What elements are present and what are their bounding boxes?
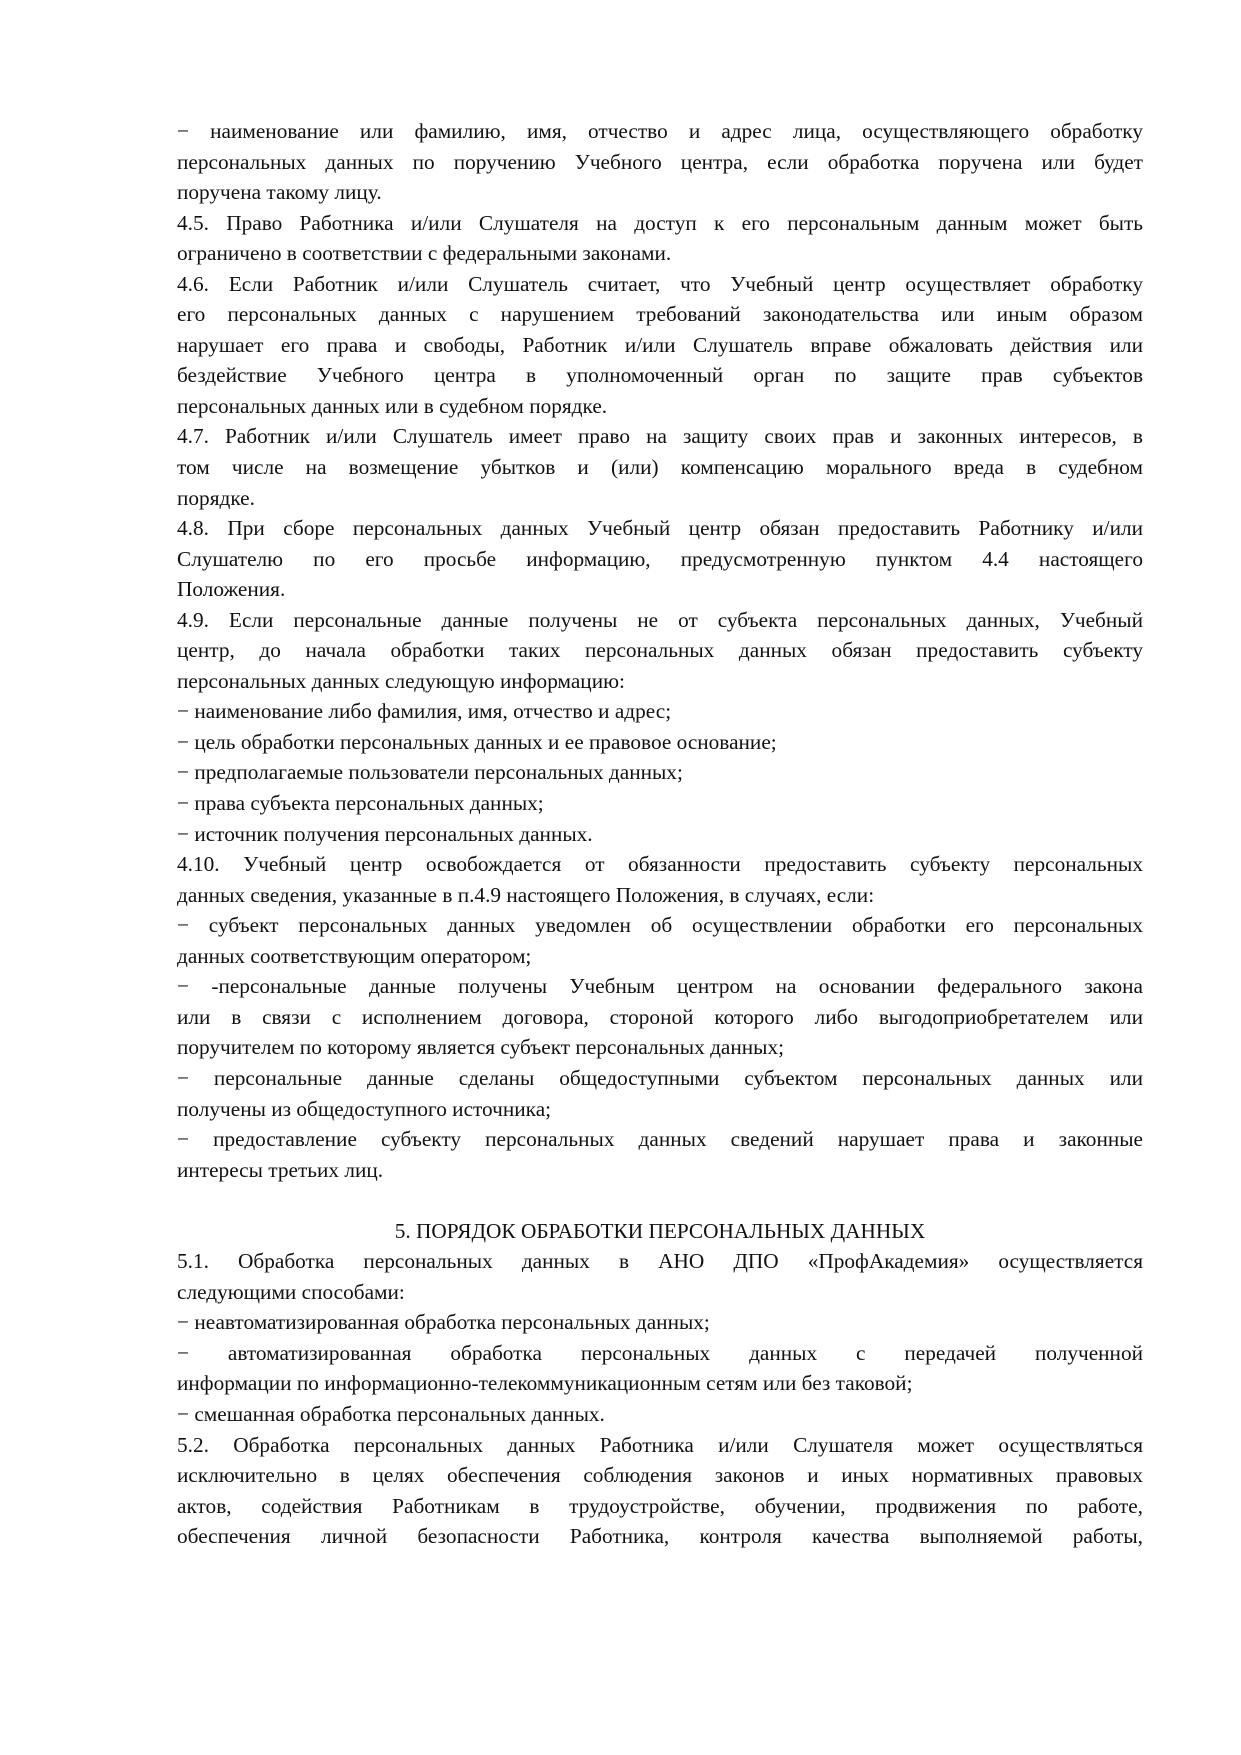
text-line: персональных данных следующую информацию: bbox=[177, 668, 625, 693]
paragraph-item-5-1-a bbox=[177, 1307, 1143, 1338]
text-line: 5.1. Обработка персональных данных в АНО ДПО «ПрофАкадемия» осуществляется bbox=[177, 1249, 1143, 1274]
text-line: его персональных данных с нарушением требований законодательства или иным образом bbox=[177, 302, 1143, 327]
paragraph-item-4-5 bbox=[177, 208, 1143, 269]
paragraph-item-4-8 bbox=[177, 513, 1143, 605]
text-line: центр, до начала обработки таких персональных данных обязан предоставить субъекту bbox=[177, 638, 1143, 663]
text-line: 4.10. Учебный центр освобождается от обязанности предоставить субъекту персональных bbox=[177, 852, 1143, 877]
text-line: 5.2. Обработка персональных данных Работника и/или Слушателя может осуществляться bbox=[177, 1432, 1143, 1457]
paragraph-item-4-4-tail bbox=[177, 116, 1143, 208]
text-line: 4.7. Работник и/или Слушатель имеет право на защиту своих прав и законных интересов, в bbox=[177, 424, 1143, 449]
text-line: данных соответствующим оператором; bbox=[177, 943, 532, 968]
text-line: интересы третьих лиц. bbox=[177, 1157, 384, 1182]
text-line: исключительно в целях обеспечения соблюдения законов и иных нормативных правовых bbox=[177, 1463, 1143, 1488]
text-line: − предполагаемые пользователи персональных данных; bbox=[177, 760, 683, 785]
section-heading: 5. ПОРЯДОК ОБРАБОТКИ ПЕРСОНАЛЬНЫХ ДАННЫХ bbox=[394, 1218, 926, 1243]
paragraph-item-4-6 bbox=[177, 269, 1143, 422]
paragraph-item-5-1-c bbox=[177, 1399, 1143, 1430]
text-line: информации по информационно-телекоммуникационным сетям или без таковой; bbox=[177, 1371, 913, 1396]
text-line: − неавтоматизированная обработка персональных данных; bbox=[177, 1310, 710, 1335]
paragraph-item-4-9-d bbox=[177, 788, 1143, 819]
text-line: ограничено в соответствии с федеральными законами. bbox=[177, 241, 672, 266]
text-line: Положения. bbox=[177, 577, 286, 602]
text-line: − субъект персональных данных уведомлен об осуществлении обработки его персональных bbox=[177, 913, 1143, 938]
paragraph-item-4-10-d bbox=[177, 1124, 1143, 1185]
paragraph-item-4-9-c bbox=[177, 757, 1143, 788]
paragraph-item-5-2 bbox=[177, 1430, 1143, 1552]
paragraph-item-4-10-b bbox=[177, 971, 1143, 1063]
paragraph-item-4-7 bbox=[177, 421, 1143, 513]
text-line: персональных данных по поручению Учебного центра, если обработка поручена или будет bbox=[177, 149, 1143, 174]
text-line: том числе на возмещение убытков и (или) компенсацию морального вреда в судебном bbox=[177, 455, 1143, 480]
text-line: поручителем по которому является субъект персональных данных; bbox=[177, 1035, 785, 1060]
paragraph-item-4-10 bbox=[177, 849, 1143, 910]
paragraph-item-4-9-a bbox=[177, 696, 1143, 727]
text-line: 4.6. Если Работник и/или Слушатель считает, что Учебный центр осуществляет обработку bbox=[177, 271, 1143, 296]
blank-line bbox=[177, 1185, 1143, 1216]
paragraph-item-4-9-b bbox=[177, 727, 1143, 758]
paragraph-item-4-10-c bbox=[177, 1063, 1143, 1124]
text-line: − источник получения персональных данных. bbox=[177, 821, 593, 846]
text-line: − права субъекта персональных данных; bbox=[177, 791, 544, 816]
paragraph-item-5-1-b bbox=[177, 1338, 1143, 1399]
text-line: получены из общедоступного источника; bbox=[177, 1096, 552, 1121]
text-line: Слушателю по его просьбе информацию, предусмотренную пунктом 4.4 настоящего bbox=[177, 546, 1143, 571]
text-line: − цель обработки персональных данных и ее правовое основание; bbox=[177, 729, 777, 754]
text-line: бездействие Учебного центра в уполномоченный орган по защите прав субъектов bbox=[177, 363, 1143, 388]
text-line: − предоставление субъекту персональных данных сведений нарушает права и законные bbox=[177, 1127, 1143, 1152]
text-line: − автоматизированная обработка персональных данных с передачей полученной bbox=[177, 1340, 1143, 1365]
text-line: порядке. bbox=[177, 485, 255, 510]
paragraph-item-4-10-a bbox=[177, 910, 1143, 971]
text-line: актов, содействия Работникам в трудоустройстве, обучении, продвижения по работе, bbox=[177, 1493, 1143, 1518]
text-line: 4.9. Если персональные данные получены не от субъекта персональных данных, Учебный bbox=[177, 607, 1143, 632]
text-line: или в связи с исполнением договора, стороной которого либо выгодоприобретателем или bbox=[177, 1004, 1143, 1029]
text-line: − смешанная обработка персональных данных. bbox=[177, 1401, 605, 1426]
text-line: 4.8. При сборе персональных данных Учебный центр обязан предоставить Работнику и/или bbox=[177, 516, 1143, 541]
paragraph-item-4-9 bbox=[177, 605, 1143, 697]
text-line: нарушает его права и свободы, Работник и/или Слушатель вправе обжаловать действия или bbox=[177, 332, 1143, 357]
text-line: − персональные данные сделаны общедоступными субъектом персональных данных или bbox=[177, 1065, 1143, 1090]
text-line: 4.5. Право Работника и/или Слушателя на доступ к его персональным данным может быть bbox=[177, 210, 1143, 235]
paragraph-item-4-9-e bbox=[177, 819, 1143, 850]
paragraph-item-5-1 bbox=[177, 1246, 1143, 1307]
text-line: − наименование либо фамилия, имя, отчество и адрес; bbox=[177, 699, 672, 724]
text-line: − -персональные данные получены Учебным центром на основании федерального закона bbox=[177, 974, 1143, 999]
text-line: следующими способами: bbox=[177, 1279, 405, 1304]
text-line: данных сведения, указанные в п.4.9 настоящего Положения, в случаях, если: bbox=[177, 882, 875, 907]
text-line: поручена такому лицу. bbox=[177, 180, 382, 205]
text-line: персональных данных или в судебном порядке. bbox=[177, 393, 608, 418]
text-line: − наименование или фамилию, имя, отчество и адрес лица, осуществляющего обработку bbox=[177, 119, 1143, 143]
document-page bbox=[177, 116, 1143, 1552]
text-line: обеспечения личной безопасности Работника, контроля качества выполняемой работы, bbox=[177, 1524, 1143, 1549]
